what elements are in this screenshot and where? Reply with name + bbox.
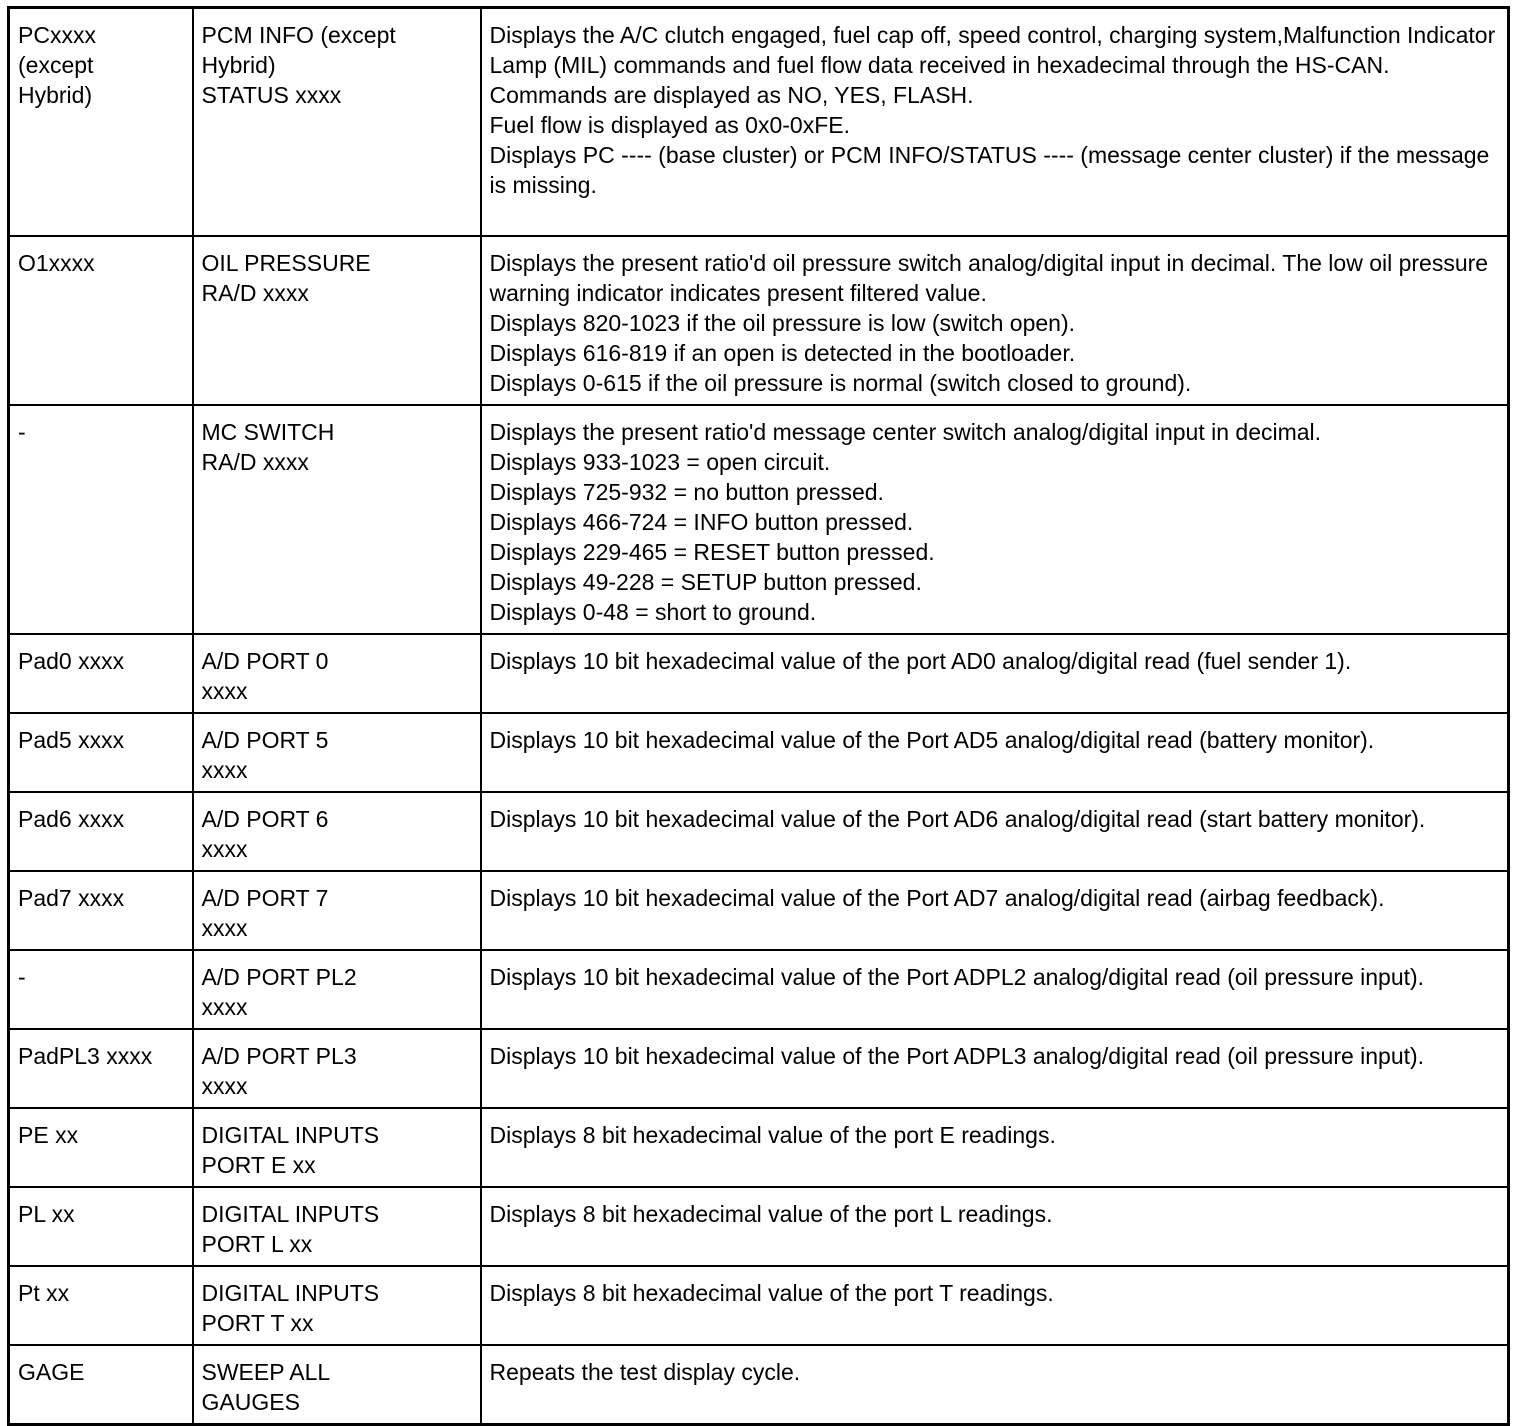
label-line: xxxx: [201, 756, 248, 783]
label-cell: [193, 236, 481, 405]
code-cell: [9, 1266, 193, 1345]
description-cell: [481, 792, 1509, 871]
label-cell: [193, 1187, 481, 1266]
table-row: [9, 950, 1509, 1029]
code-cell: [9, 236, 193, 405]
table-row: [9, 871, 1509, 950]
code-cell: [9, 1108, 193, 1187]
label-cell: [193, 1345, 481, 1425]
label-cell: [193, 1029, 481, 1108]
description-cell: [481, 871, 1509, 950]
code-line: Pad0 xxxx: [18, 647, 125, 674]
code-line: Pad6 xxxx: [18, 805, 125, 832]
table-row: [9, 1029, 1509, 1108]
table-row: [9, 1108, 1509, 1187]
label-line: DIGITAL INPUTS: [201, 1121, 380, 1148]
code-line: PCxxxx: [18, 22, 96, 48]
label-line: PORT T xx: [201, 1309, 314, 1336]
description-line: Displays the present ratio'd message center switch analog/digital input in decimal.: [489, 418, 1322, 445]
table-body: [9, 8, 1509, 1425]
code-cell: [9, 1187, 193, 1266]
description-line: Fuel flow is displayed as 0x0-0xFE.: [489, 112, 850, 138]
label-line: PORT L xx: [201, 1230, 313, 1257]
code-line: Hybrid): [18, 82, 93, 108]
description-cell: [481, 1108, 1509, 1187]
label-line: A/D PORT PL3: [201, 1042, 357, 1069]
description-line: Displays 8 bit hexadecimal value of the port T readings.: [489, 1279, 1054, 1306]
label-line: xxxx: [201, 677, 248, 704]
label-line: A/D PORT 7: [201, 884, 329, 911]
description-cell: [481, 713, 1509, 792]
description-line: Displays 933-1023 = open circuit.: [489, 448, 831, 475]
description-line: Displays 0-48 = short to ground.: [489, 598, 817, 625]
code-line: Pt xx: [18, 1279, 70, 1306]
description-cell: [481, 1266, 1509, 1345]
label-cell: [193, 405, 481, 634]
description-line: Displays 10 bit hexadecimal value of the Port ADPL2 analog/digital read (oil pressure input).: [489, 963, 1425, 990]
description-cell: [481, 405, 1509, 634]
description-cell: [481, 634, 1509, 713]
description-line: Displays 725-932 = no button pressed.: [489, 478, 884, 505]
code-cell: [9, 871, 193, 950]
description-cell: [481, 8, 1509, 236]
table-row: [9, 1266, 1509, 1345]
code-line: (except: [18, 52, 94, 78]
label-cell: [193, 792, 481, 871]
description-line: Displays PC ---- (base cluster) or PCM INFO/STATUS ---- (message center cluster) if the message is missing.: [489, 142, 1490, 198]
label-line: A/D PORT 0: [201, 647, 329, 674]
label-line: STATUS xxxx: [201, 82, 342, 108]
code-line: Pad5 xxxx: [18, 726, 125, 753]
code-line: PE xx: [18, 1121, 79, 1148]
code-line: O1xxxx: [18, 249, 95, 276]
label-cell: [193, 950, 481, 1029]
label-line: MC SWITCH: [201, 418, 335, 445]
label-line: DIGITAL INPUTS: [201, 1279, 380, 1306]
label-line: A/D PORT PL2: [201, 963, 357, 990]
code-line: Pad7 xxxx: [18, 884, 125, 911]
label-line: PORT E xx: [201, 1151, 316, 1178]
label-line: RA/D xxxx: [201, 448, 309, 475]
description-line: Displays 8 bit hexadecimal value of the port L readings.: [489, 1200, 1053, 1227]
label-line: PCM INFO (except: [201, 22, 396, 48]
description-line: Displays 0-615 if the oil pressure is normal (switch closed to ground).: [489, 369, 1192, 396]
table-row: [9, 405, 1509, 634]
description-line: Displays 229-465 = RESET button pressed.: [489, 538, 935, 565]
code-cell: [9, 792, 193, 871]
description-cell: [481, 236, 1509, 405]
label-line: A/D PORT 6: [201, 805, 329, 832]
label-line: GAUGES: [201, 1388, 300, 1415]
code-line: PL xx: [18, 1200, 75, 1227]
description-line: Displays 8 bit hexadecimal value of the port E readings.: [489, 1121, 1056, 1148]
table-row: [9, 8, 1509, 236]
label-line: DIGITAL INPUTS: [201, 1200, 380, 1227]
code-cell: [9, 8, 193, 236]
code-line: -: [18, 963, 26, 990]
code-cell: [9, 950, 193, 1029]
code-cell: [9, 713, 193, 792]
description-line: Displays 10 bit hexadecimal value of the Port AD5 analog/digital read (battery monitor).: [489, 726, 1375, 753]
label-cell: [193, 1266, 481, 1345]
label-cell: [193, 8, 481, 236]
table-row: [9, 1187, 1509, 1266]
description-line: Displays 616-819 if an open is detected in the bootloader.: [489, 339, 1076, 366]
table-row: [9, 634, 1509, 713]
code-cell: [9, 1029, 193, 1108]
label-line: RA/D xxxx: [201, 279, 309, 306]
table-row: [9, 792, 1509, 871]
label-cell: [193, 1108, 481, 1187]
label-line: xxxx: [201, 835, 248, 862]
label-line: SWEEP ALL: [201, 1358, 331, 1385]
code-line: -: [18, 418, 26, 445]
description-line: Repeats the test display cycle.: [489, 1358, 801, 1385]
description-line: Displays 49-228 = SETUP button pressed.: [489, 568, 922, 595]
description-line: Displays 466-724 = INFO button pressed.: [489, 508, 914, 535]
description-cell: [481, 1345, 1509, 1425]
description-line: Displays the A/C clutch engaged, fuel cap off, speed control, charging system,Malfunction Indicator Lamp (MIL) commands and fuel flow data received in hexadecimal through the HS-CAN.: [489, 22, 1496, 78]
label-cell: [193, 713, 481, 792]
display-mode-table: [7, 6, 1510, 1426]
table-row: [9, 1345, 1509, 1425]
code-cell: [9, 634, 193, 713]
label-line: Hybrid): [201, 52, 276, 78]
label-line: A/D PORT 5: [201, 726, 329, 753]
table-row: [9, 236, 1509, 405]
description-line: Displays 820-1023 if the oil pressure is low (switch open).: [489, 309, 1075, 336]
description-cell: [481, 950, 1509, 1029]
code-cell: [9, 405, 193, 634]
description-line: Displays 10 bit hexadecimal value of the port AD0 analog/digital read (fuel sender 1).: [489, 647, 1352, 674]
description-cell: [481, 1187, 1509, 1266]
code-cell: [9, 1345, 193, 1425]
table-row: [9, 713, 1509, 792]
description-line: Displays 10 bit hexadecimal value of the Port AD6 analog/digital read (start battery monitor).: [489, 805, 1426, 832]
code-line: PadPL3 xxxx: [18, 1042, 153, 1069]
description-line: Commands are displayed as NO, YES, FLASH.: [489, 82, 974, 108]
label-line: xxxx: [201, 993, 248, 1020]
label-line: OIL PRESSURE: [201, 249, 371, 276]
label-line: xxxx: [201, 1072, 248, 1099]
label-line: xxxx: [201, 914, 248, 941]
label-cell: [193, 634, 481, 713]
description-cell: [481, 1029, 1509, 1108]
description-line: Displays the present ratio'd oil pressure switch analog/digital input in decimal. The low oil pressure warning indicator indicates present filtered value.: [489, 249, 1489, 306]
description-line: Displays 10 bit hexadecimal value of the Port AD7 analog/digital read (airbag feedback).: [489, 884, 1385, 911]
label-cell: [193, 871, 481, 950]
code-line: GAGE: [18, 1358, 85, 1385]
description-line: Displays 10 bit hexadecimal value of the Port ADPL3 analog/digital read (oil pressure input).: [489, 1042, 1425, 1069]
